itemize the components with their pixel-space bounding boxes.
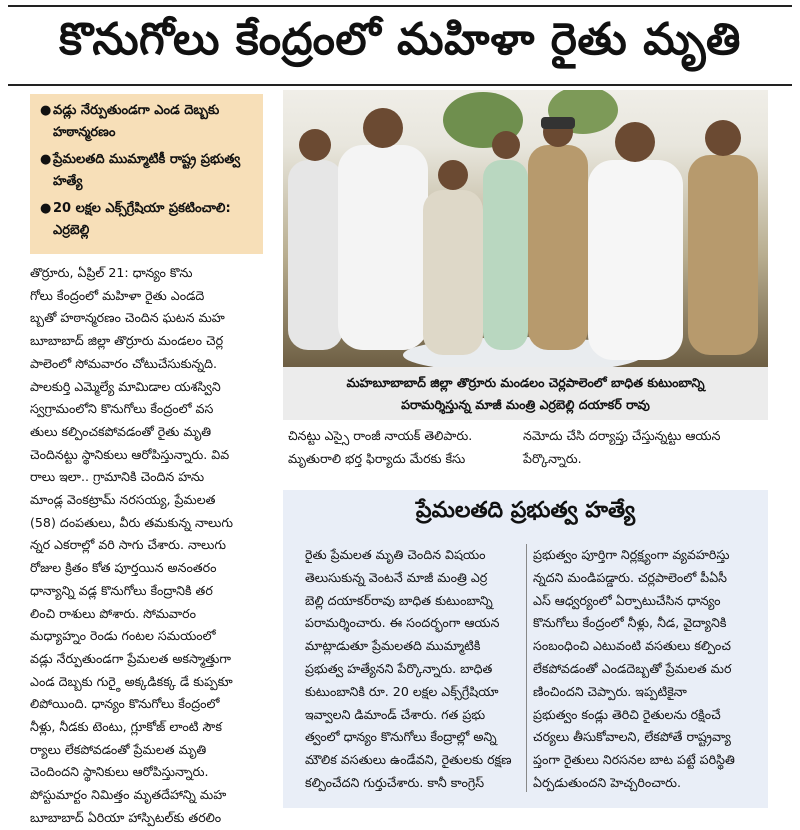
bullet-icon: ● — [40, 152, 52, 167]
sidebar-box — [283, 490, 768, 808]
highlight-item — [40, 100, 253, 144]
column-divider — [526, 544, 527, 792]
article-column-2b: నమోదు చేసి దర్యాప్తు చేస్తున్నట్టు ఆయన పేర్కొన్నారు. — [523, 428, 721, 466]
photo-caption — [283, 367, 768, 420]
caption-line: పరామర్శిస్తున్న మాజీ మంత్రి ఎర్రబెల్లి దయాకర్ రావు — [401, 397, 650, 412]
article-column-2a: చినట్టు ఎస్సై రాంజీ నాయక్ తెలిపారు. మృతురాలి భర్త ఫిర్యాదు మేరకు కేసు — [288, 428, 473, 466]
sidebar-title: ప్రేమలతది ప్రభుత్వ హత్యే — [415, 498, 636, 523]
caption-line: మహబూబాబాద్ జిల్లా తొర్రూరు మండలం చెర్లపాలెంలో బాధిత కుటుంబాన్ని — [346, 375, 705, 390]
highlight-text: 20 లక్షల ఎక్స్‌గ్రేషియా ప్రకటించాలి: ఎర్రబెల్లి — [53, 201, 231, 238]
highlight-text: ప్రేమలతది ముమ్మాటికీ రాష్ట్ర ప్రభుత్వ హత్యే — [53, 152, 241, 189]
highlight-item — [40, 149, 253, 193]
bullet-icon: ● — [40, 103, 52, 118]
headline-underline — [8, 84, 792, 86]
sidebar-column-left: రైతు ప్రేమలత మృతి చెందిన విషయం తెలుసుకున్న వెంటనే మాజీ మంత్రి ఎర్ర బెల్లి దయాకర్‌రావు బాధిత కుటుంబాన్ని పరామర్శించారు. ఈ సందర్భంగా ఆయన మాట్లాడుతూ ప్రేమలతది ముమ్మాటికి ప్రభుత్వ హత్యేనని పేర్కొన్నారు. బాధిత కుటుంబానికి రూ. 20 లక్షల ఎక్స్‌గ్రేషియా ఇవ్వాలని డిమాండ్ చేశారు. గత ప్రభు త్వంలో ధాన్యం కొనుగోలు కేంద్రాల్లో అన్ని మౌలిక వసతులు ఉండేవని, రైతులకు రక్షణ కల్పించేదని గుర్తుచేశారు. కానీ కాంగ్రెస్ — [305, 547, 512, 790]
photo-illustration — [283, 90, 768, 367]
bullet-icon: ● — [40, 201, 52, 216]
news-photo — [283, 90, 768, 367]
article-column-1: తొర్రూరు, ఏప్రిల్ 21: ధాన్యం కొను గోలు కేంద్రంలో మహిళా రైతు ఎండదె బ్బతో హఠాన్మరణం చెందిన ఘటన మహ బూబాబాద్ జిల్లా తొర్రూరు మండలం చెర్ల పాలెంలో సోమవారం చోటుచేసుకున్నది. పాలకుర్తి ఎమ్మెల్యే మామిడాల యశస్విని స్వగ్రామంలోని కొనుగోలు కేంద్రంలో వస తులు కల్పించకపోవడంతో రైతు మృతి చెందినట్టు స్థానికులు ఆరోపిస్తున్నారు. వివ రాలు ఇలా.. గ్రామానికి చెందిన హను మాండ్ల వెంకట్రామ్ నరసయ్య, ప్రేమలత (58) దంపతులు, వీరు తమకున్న నాలుగు న్నర ఎకరాల్లో వరి సాగు చేశారు. నాలుగు రోజుల క్రితం కోత పూర్తయిన అనంతరం ధాన్యాన్ని వడ్ల కొనుగోలు కేంద్రానికి తర లించి రాశులు పోశారు. సోమవారం మధ్యాహ్నం రెండు గంటల సమయంలో వడ్లు నేర్పుతుండగా ప్రేమలత అకస్మాత్తుగా ఎండ దెబ్బకు గుర్ఠై అక్కడికక్క డే కుప్పకూ లిపోయింది. ధాన్యం కొనుగోలు కేంద్రంలో నీళ్లు, నీడకు టెంటు, గ్లూకోజ్ లాంటి సౌక ర్యాలు లేకపోవడంతో ప్రేమలత మృతి చెందిందని స్థానికులు ఆరోపిస్తున్నారు. పోస్టుమార్టం నిమిత్తం మృతదేహాన్ని మహ బూబాబాద్ ఏరియా హాస్పిటల్‌కు తరలిం — [30, 265, 234, 825]
highlights-box — [30, 94, 263, 254]
top-rule — [8, 5, 792, 7]
headline: కొనుగోలు కేంద్రంలో మహిళా రైతు మృతి — [59, 14, 741, 65]
highlight-item — [40, 198, 253, 242]
highlight-text: వడ్లు నేర్పుతుండగా ఎండ దెబ్బకు హఠాన్మరణం — [53, 103, 220, 140]
sidebar-column-right: ప్రభుత్వం పూర్తిగా నిర్లక్ష్యంగా వ్యవహరిస్తు న్నదని మండిపడ్డారు. చర్లపాలెంలో పీఏసీ ఎస్ ఆధ్వర్యంలో ఏర్పాటుచేసిన ధాన్యం కొనుగోలు కేంద్రంలో నీళ్లు, నీడ, వైద్యానికి సంబంధించి ఎటువంటి వసతులు కల్పించ లేకపోవడంతో ఎండదెబ్బతో ప్రేమలత మర ణించిందని చెప్పారు. ఇప్పటికైనా ప్రభుత్వం కండ్లు తెరిచి రైతులను రక్షించే చర్యలు తీసుకోవాలని, లేకపోతే రాష్ట్రవ్యా ప్తంగా రైతులు నిరసనల బాట పట్టే పరిస్థితి ఏర్పడుతుందని హెచ్చరించారు. — [533, 547, 735, 790]
